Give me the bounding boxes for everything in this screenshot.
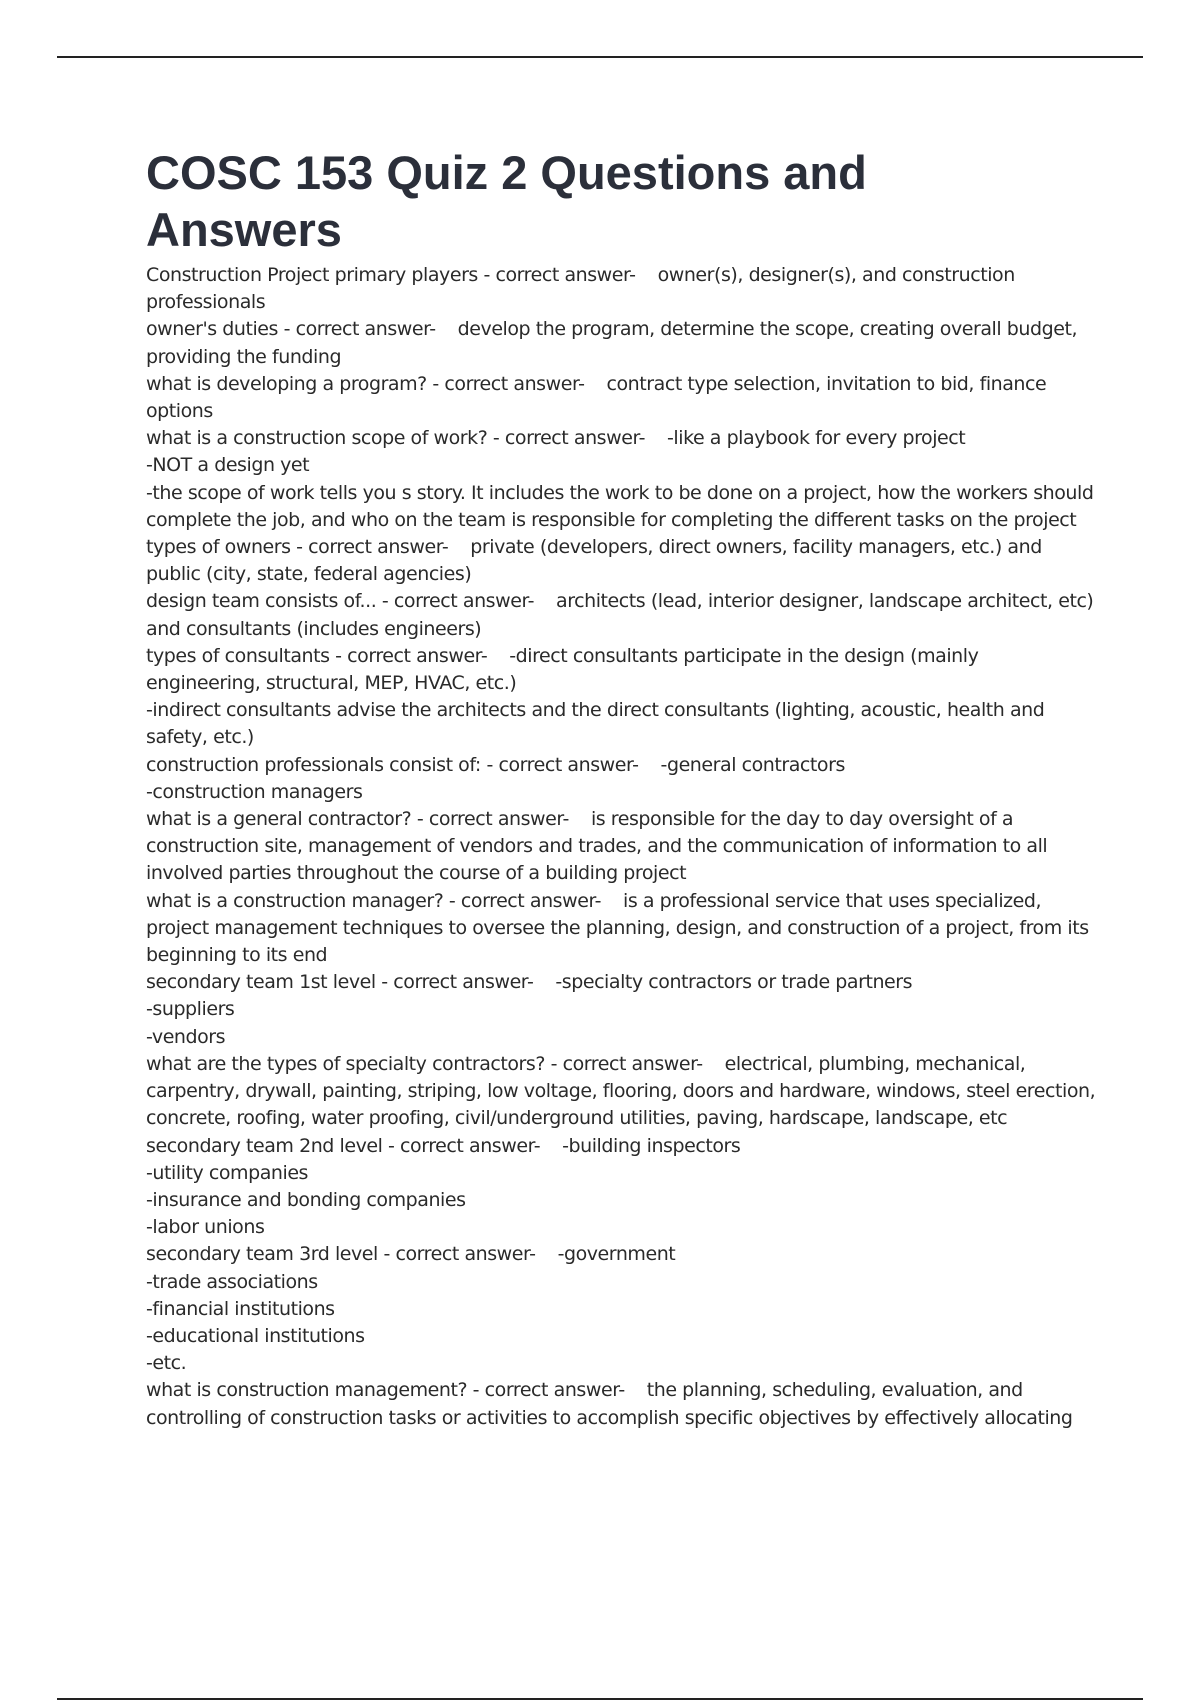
document-body (146, 144, 1101, 1432)
question-text: owner's duties (146, 318, 278, 341)
answer-text: develop the program, determine the scope, creating overall budget, providing the funding (146, 318, 1083, 368)
qa-item (146, 643, 1096, 697)
question-text: secondary team 3rd level (146, 1243, 378, 1266)
answer-separator: - correct answer- (377, 1243, 536, 1266)
answer-line: -suppliers (146, 998, 235, 1021)
answer-separator: - correct answer- (278, 318, 436, 341)
answer-line: -etc. (146, 1352, 187, 1375)
answer-line: -construction managers (146, 780, 363, 803)
answer-separator: - correct answer- (329, 644, 488, 667)
question-text: what is a general contractor? (146, 808, 412, 831)
answer-text: electrical, plumbing, mechanical, carpentry, drywall, painting, striping, low voltage, flooring, doors and hardware, windows, steel erection, concrete, roofing, water proofing, civil/underground utilities, paving, hardscape, landscape, etc (146, 1052, 1101, 1130)
answer-text: -direct consultants participate in the design (mainly engineering, structural, MEP, HVAC, etc.) (146, 644, 984, 695)
answer-separator: - correct answer- (411, 808, 569, 831)
answer-separator: - correct answer- (477, 264, 636, 286)
question-text: types of consultants (146, 644, 330, 667)
question-text: what is construction management? (146, 1379, 468, 1402)
answer-text: owner(s), designer(s), and construction professionals (146, 264, 1021, 314)
question-text: types of owners (146, 536, 291, 559)
answer-separator: - correct answer- (467, 1379, 625, 1402)
document-title: COSC 153 Quiz 2 Questions and Answers (146, 146, 867, 256)
answer-text: the planning, scheduling, evaluation, and controlling of construction tasks or activities to accomplish specific objectives by effectively allocating (146, 1379, 1073, 1429)
answer-text: is a professional service that uses specialized, project management techniques to oversee the planning, design, and construction of a project, from its beginning to its end (146, 889, 1095, 967)
answer-separator: - correct answer- (480, 753, 639, 776)
answer-text: is responsible for the day to day oversight of a construction site, management of vendors and trades, and the communication of information to all involved parties throughout the course of a building project (146, 808, 1053, 885)
answer-line: -insurance and bonding companies (146, 1188, 466, 1211)
answer-line: -educational institutions (146, 1324, 365, 1347)
answer-line: -indirect consultants advise the architects and the direct consultants (lighting, acoustic, health and safety, etc.) (146, 699, 1050, 749)
qa-item (146, 1051, 1101, 1133)
answer-line: -utility companies (146, 1161, 309, 1184)
answer-text: -general contractors (660, 753, 845, 776)
answer-text: -government (557, 1243, 676, 1266)
answer-separator: - correct answer- (545, 1052, 703, 1075)
question-text: design team consists of... (146, 590, 377, 613)
answer-separator: - correct answer- (426, 372, 585, 395)
answer-text: -specialty contractors or trade partners (555, 971, 913, 994)
answer-separator: - correct answer- (443, 889, 602, 912)
qa-item (146, 588, 1099, 642)
qa-item (146, 752, 1096, 779)
answer-separator: - correct answer- (290, 536, 449, 559)
answer-line: -NOT a design yet (146, 454, 310, 477)
answer-text: -like a playbook for every project (667, 427, 966, 450)
question-text: secondary team 1st level (146, 971, 376, 994)
answer-text: contract type selection, invitation to bid, finance options (146, 372, 1052, 423)
question-text: secondary team 2nd level (146, 1134, 383, 1157)
answer-text: architects (lead, interior designer, landscape architect, etc) and consultants (includes engineers) (146, 590, 1099, 640)
answer-line: -financial institutions (146, 1297, 335, 1320)
question-text: Construction Project primary players (146, 264, 478, 286)
answer-line: -trade associations (146, 1270, 318, 1293)
answer-separator: - correct answer- (376, 590, 534, 613)
answer-separator: - correct answer- (382, 1134, 541, 1157)
qa-item (146, 806, 1096, 888)
qa-item (146, 316, 1096, 370)
answer-separator: - correct answer- (375, 971, 534, 994)
answer-separator: - correct answer- (487, 427, 646, 450)
qa-item (146, 534, 1096, 588)
qa-item (146, 425, 1096, 452)
qa-item (146, 1133, 1096, 1160)
answer-line: -labor unions (146, 1216, 265, 1239)
qa-item (146, 371, 1096, 425)
qa-item (146, 262, 1096, 316)
question-text: what is developing a program? (146, 372, 427, 395)
question-text: what is a construction manager? (146, 889, 444, 912)
question-text: what are the types of specialty contractors? (146, 1052, 545, 1075)
qa-item (146, 969, 1096, 996)
answer-text: -building inspectors (562, 1134, 741, 1157)
answer-text: private (developers, direct owners, facility managers, etc.) and public (city, state, federal agencies) (146, 536, 1048, 586)
qa-item (146, 1241, 1096, 1268)
question-text: what is a construction scope of work? (146, 427, 488, 450)
top-rule (57, 56, 1143, 58)
answer-line: -the scope of work tells you s story. It includes the work to be done on a project, how the workers should complete the job, and who on the team is responsible for completing the different tasks on the project (146, 481, 1100, 531)
qa-item (146, 1377, 1096, 1431)
question-text: construction professionals consist of: (146, 753, 481, 776)
qa-list (146, 262, 1101, 1432)
answer-line: -vendors (146, 1025, 226, 1048)
qa-item (146, 888, 1096, 970)
